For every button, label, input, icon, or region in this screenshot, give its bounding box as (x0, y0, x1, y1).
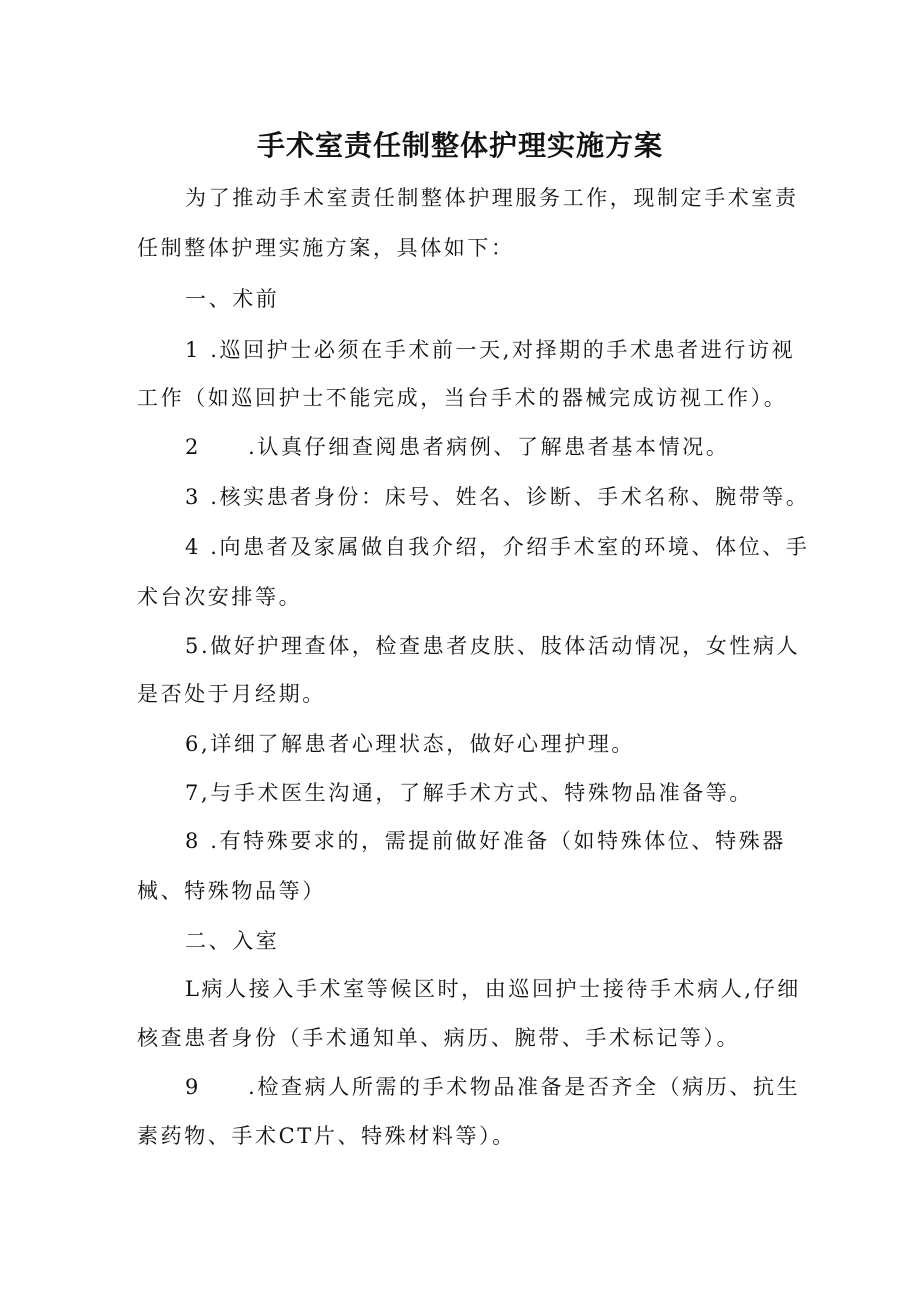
paragraph-line: 2 .认真仔细查阅患者病例、了解患者基本情况。 (185, 435, 730, 459)
paragraph-line: 械、特殊物品等） (137, 879, 326, 903)
paragraph-line: 任制整体护理实施方案，具体如下： (137, 236, 515, 260)
paragraph-line: 是否处于月经期。 (137, 682, 326, 706)
paragraph-line: 5.做好护理查体，检查患者皮肤、肢体活动情况，女性病人 (185, 634, 801, 658)
paragraph-line: 8 .有特殊要求的，需提前做好准备（如特殊体位、特殊器 (185, 829, 786, 853)
section-heading: 一、术前 (185, 287, 280, 311)
paragraph-line: 工作（如巡回护士不能完成，当台手术的器械完成访视工作）。 (137, 386, 788, 410)
paragraph-line: 为了推动手术室责任制整体护理服务工作，现制定手术室责 (185, 186, 799, 210)
paragraph-line: 核查患者身份（手术通知单、病历、腕带、手术标记等）。 (137, 1026, 741, 1050)
paragraph-line: 素药物、手术CT片、特殊材料等）。 (137, 1124, 516, 1148)
paragraph-line: L病人接入手术室等候区时，由巡回护士接待手术病人,仔细 (185, 977, 801, 1001)
paragraph-line: 7,与手术医生沟通，了解手术方式、特殊物品准备等。 (185, 781, 754, 805)
paragraph-line: 4 .向患者及家属做自我介绍，介绍手术室的环境、体位、手 (185, 535, 810, 559)
paragraph-line: 术台次安排等。 (137, 585, 303, 609)
paragraph-line: 9 .检查病人所需的手术物品准备是否齐全（病历、抗生 (185, 1075, 801, 1099)
paragraph-line: 6,详细了解患者心理状态，做好心理护理。 (185, 732, 636, 756)
paragraph-line: 3 .核实患者身份：床号、姓名、诊断、手术名称、腕带等。 (185, 485, 810, 509)
section-heading: 二、入室 (185, 929, 280, 953)
paragraph-line: 1 .巡回护士必须在手术前一天,对择期的手术患者进行访视 (185, 338, 796, 362)
document-title: 手术室责任制整体护理实施方案 (256, 129, 663, 162)
